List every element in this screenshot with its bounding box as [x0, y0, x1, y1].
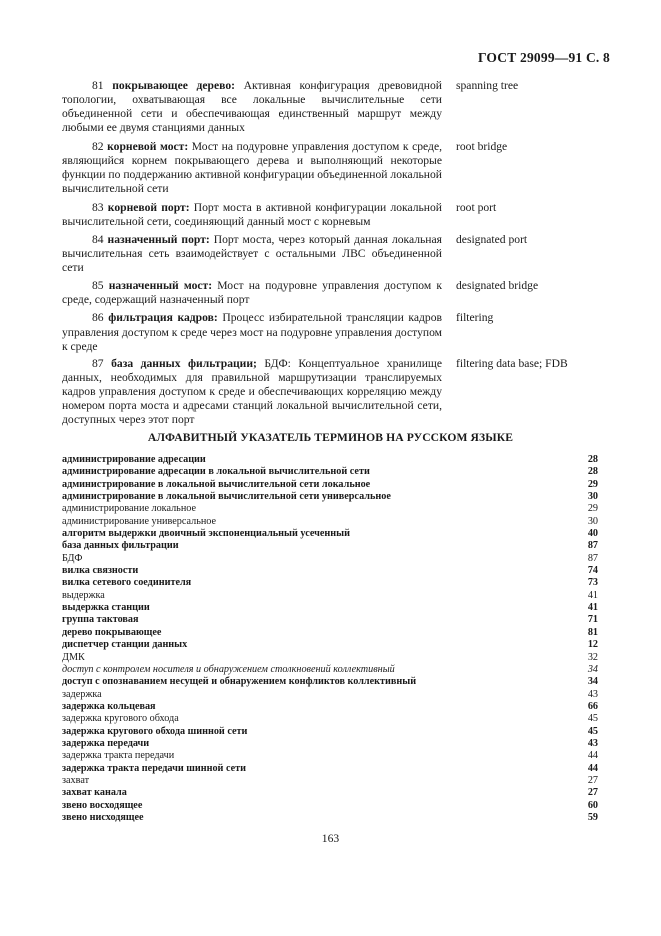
index-page: 29 — [587, 478, 598, 490]
index-page: 43 — [587, 688, 598, 700]
index-page: 87 — [587, 552, 598, 564]
index-page: 40 — [587, 528, 598, 540]
index-term: администрирование в локальной вычислительной сети локальное — [62, 478, 371, 490]
index-page: 44 — [587, 750, 598, 762]
term-text: Порт моста, через который данная локальная вычислительная сеть взаимодействует с остальными ЛВС объединенной сети — [62, 232, 442, 274]
term-entry — [62, 357, 602, 428]
index-entry — [62, 614, 598, 626]
term-english: designated bridge — [456, 279, 539, 293]
term-text: Активная конфигурация древовидной топологии, охватывающая все локальные вычислительные сети объединенной сети и обеспечивающая единственный маршрут между любыми ее двумя станциями данных — [62, 79, 442, 135]
index-entry — [62, 763, 598, 775]
index-page: 27 — [587, 774, 598, 786]
index-page: 66 — [587, 700, 598, 712]
index-entry — [62, 565, 598, 577]
index-page: 27 — [587, 787, 598, 799]
term-text: Процесс избирательной трансляции кадров управления доступом к среде через мост на подуровне управления доступом к среде — [62, 311, 442, 353]
index-term: задержка кольцевая — [62, 700, 156, 712]
index-title: АЛФАВИТНЫЙ УКАЗАТЕЛЬ ТЕРМИНОВ НА РУССКОМ ЯЗЫКЕ — [147, 431, 514, 444]
index-term: захват канала — [62, 787, 127, 799]
index-term: база данных фильтрации — [62, 540, 179, 552]
index-term: ДМК — [62, 651, 85, 663]
term-definition — [62, 140, 442, 197]
index-entry — [62, 602, 598, 614]
term-english: spanning tree — [456, 79, 519, 92]
index-entry — [62, 479, 598, 491]
index-page: 30 — [587, 515, 598, 527]
term-name: фильтрация кадров: — [108, 311, 218, 325]
index-term: звено нисходящее — [62, 811, 144, 823]
term-definition — [62, 311, 442, 353]
index-page: 28 — [587, 466, 598, 478]
term-name: назначенный мост: — [108, 279, 213, 293]
term-entry — [62, 233, 602, 275]
index-term: задержка передачи — [62, 737, 150, 749]
index-term: администрирование в локальной вычислительной сети универсальное — [62, 491, 391, 503]
term-entry — [62, 201, 602, 229]
term-text: Мост на подуровне управления доступом к среде, содержащий назначенный порт — [62, 279, 442, 307]
term-number: 87 — [92, 356, 112, 370]
index-term: задержка кругового обхода шинной сети — [62, 725, 248, 737]
index-page: 41 — [587, 602, 598, 614]
index-term: диспетчер станции данных — [62, 639, 188, 651]
index-term: звено восходящее — [62, 799, 143, 811]
term-entry — [62, 311, 602, 353]
index-term: группа тактовая — [62, 614, 139, 626]
index-term: администрирование универсальное — [62, 515, 217, 527]
term-text: Порт моста в активной конфигурации локальной вычислительной сети, соединяющий данный мост с корневым — [62, 201, 443, 229]
index-term: администрирование адресации — [62, 454, 206, 465]
term-number: 81 — [92, 79, 113, 92]
term-text: БДФ: Концептуальное хранилище данных, необходимых для правильной маршрутизации транслируемых кадров управления доступом к среде и обеспечивающих корреляцию между номером порта моста и адресами станций локальной вычислительной сети, доступных через этот порт — [62, 356, 442, 427]
term-name: покрывающее дерево: — [112, 79, 235, 92]
index-entry — [62, 553, 598, 565]
index-entry — [62, 503, 598, 515]
index-term: захват — [62, 774, 90, 786]
index-page: 45 — [587, 713, 598, 725]
index-term: задержка тракта передачи шинной сети — [62, 762, 247, 774]
index-entry — [62, 800, 598, 812]
index-page: 28 — [587, 454, 598, 465]
index-term: выдержка — [62, 589, 105, 601]
index-page: 30 — [587, 491, 598, 503]
index-entry — [62, 454, 598, 466]
term-number: 83 — [92, 201, 108, 215]
term-number: 85 — [92, 279, 109, 293]
term-number: 84 — [92, 232, 108, 246]
term-english: filtering data base; FDB — [456, 356, 568, 370]
index-entry — [62, 713, 598, 725]
index-term: доступ с контролем носителя и обнаружением столкновений коллективный — [62, 663, 395, 675]
index-page: 71 — [587, 614, 598, 626]
index-page: 32 — [587, 651, 598, 663]
index-page: 87 — [587, 540, 598, 552]
index-entry — [62, 466, 598, 478]
term-english: root port — [456, 201, 497, 215]
index-entry — [62, 540, 598, 552]
term-number: 82 — [92, 139, 108, 153]
index-entry — [62, 750, 598, 762]
index-entry — [62, 787, 598, 799]
index-term: задержка кругового обхода — [62, 713, 179, 725]
index-term: задержка тракта передачи — [62, 750, 175, 762]
term-english: designated port — [456, 232, 528, 246]
index-term: доступ с опознаванием несущей и обнаружением конфликтов коллективный — [62, 676, 417, 688]
index-entry — [62, 639, 598, 651]
index-entry — [62, 491, 598, 503]
index-page: 29 — [587, 503, 598, 515]
index-term: задержка — [62, 688, 102, 700]
term-name: корневой мост: — [107, 139, 189, 153]
index-term: БДФ — [62, 552, 83, 564]
index-page: 34 — [587, 663, 598, 675]
term-text: Мост на подуровне управления доступом к среде, являющийся корнем покрывающего дерева и выполняющий некоторые функции по поддержанию активной конфигурации объединенной локальной вычислительной сети — [62, 139, 442, 196]
index-page: 81 — [587, 626, 598, 638]
index-page: 59 — [587, 811, 598, 823]
index-entry — [62, 812, 598, 824]
index-entry — [62, 528, 598, 540]
term-definition — [62, 279, 442, 307]
term-entry — [62, 79, 602, 136]
term-definition — [62, 233, 442, 275]
index-entry — [62, 775, 598, 787]
term-definitions — [62, 79, 602, 428]
index-page: 41 — [587, 589, 598, 601]
term-english: filtering — [456, 311, 494, 325]
term-english: root bridge — [456, 139, 508, 153]
term-index — [62, 454, 598, 824]
index-entry — [62, 577, 598, 589]
index-entry — [62, 738, 598, 750]
term-entry — [62, 279, 602, 307]
index-entry — [62, 664, 598, 676]
index-term: алгоритм выдержки двоичный экспоненциальный усеченный — [62, 528, 350, 540]
page-number: 163 — [321, 832, 340, 845]
term-definition — [62, 201, 442, 229]
term-name: назначенный порт: — [107, 232, 210, 246]
index-page: 45 — [587, 725, 598, 737]
term-name: корневой порт: — [107, 201, 190, 215]
index-entry — [62, 652, 598, 664]
index-term: вилка сетевого соединителя — [62, 577, 192, 589]
index-page: 34 — [587, 676, 598, 688]
index-entry — [62, 516, 598, 528]
term-definition — [62, 357, 442, 428]
index-page: 60 — [587, 799, 598, 811]
index-term: вилка связности — [62, 565, 139, 577]
index-page: 12 — [587, 639, 598, 651]
index-entry — [62, 627, 598, 639]
term-entry — [62, 140, 602, 197]
term-name: база данных фильтрации; — [111, 356, 257, 370]
index-entry — [62, 676, 598, 688]
index-entry — [62, 590, 598, 602]
index-term: администрирование локальное — [62, 503, 197, 515]
index-page: 44 — [587, 762, 598, 774]
index-entry — [62, 726, 598, 738]
index-term: дерево покрывающее — [62, 626, 162, 638]
index-entry — [62, 689, 598, 701]
index-entry — [62, 701, 598, 713]
index-term: выдержка станции — [62, 602, 150, 614]
index-page: 43 — [587, 737, 598, 749]
index-page: 74 — [587, 565, 598, 577]
term-number: 86 — [92, 311, 109, 325]
term-definition — [62, 79, 442, 136]
index-term: администрирование адресации в локальной вычислительной сети — [62, 466, 370, 478]
page-header: ГОСТ 29099—91 С. 8 — [477, 50, 610, 65]
index-page: 73 — [587, 577, 598, 589]
